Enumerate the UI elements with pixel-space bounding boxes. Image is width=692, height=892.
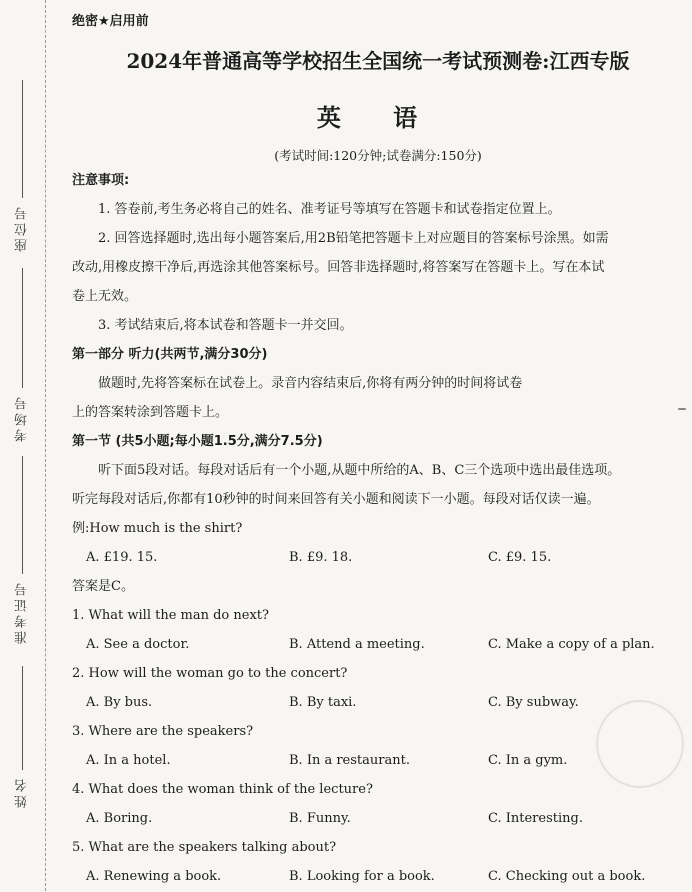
name-field[interactable] (4, 666, 40, 808)
q5-option-c[interactable]: C. Checking out a book. (488, 869, 646, 884)
question-4: 4. What does the woman think of the lecture? (72, 782, 373, 797)
q4-option-b[interactable]: B. Funny. (289, 811, 351, 826)
example-option-c[interactable]: C. £9. 15. (488, 550, 552, 565)
admission-ticket-label: 准考证号 (14, 580, 30, 644)
q2-option-b[interactable]: B. By taxi. (289, 695, 357, 710)
exam-room-blank (22, 268, 23, 388)
notice-item-3: 3. 考试结束后,将本试卷和答题卡一并交回。 (98, 318, 353, 333)
q1-option-b[interactable]: B. Attend a meeting. (289, 637, 425, 652)
q2-option-c[interactable]: C. By subway. (488, 695, 579, 710)
question-4-options (72, 804, 684, 833)
question-5: 5. What are the speakers talking about? (72, 840, 337, 855)
q5-option-b[interactable]: B. Looking for a book. (289, 869, 435, 884)
binding-line (45, 0, 46, 891)
q4-option-a[interactable]: A. Boring. (86, 811, 153, 826)
q2-option-a[interactable]: A. By bus. (86, 695, 153, 710)
example-option-a[interactable]: A. £19. 15. (86, 550, 158, 565)
notice-item-2-line-2: 改动,用橡皮擦干净后,再选涂其他答案标号。回答非选择题时,将答案写在答题卡上。写在本试 (72, 260, 605, 275)
notice-item-1: 1. 答卷前,考生务必将自己的姓名、准考证号等填写在答题卡和试卷指定位置上。 (98, 202, 561, 217)
question-3: 3. Where are the speakers? (72, 724, 254, 739)
notice-title: 注意事项: (72, 173, 130, 188)
section1-instruction-line-1: 听下面5段对话。每段对话后有一个小题,从题中所给的A、B、C三个选项中选出最佳选项。 (98, 463, 621, 478)
part1-instruction-line-1: 做题时,先将答案标在试卷上。录音内容结束后,你将有两分钟的时间将试卷 (98, 376, 523, 391)
exam-title: 2024年普通高等学校招生全国统一考试预测卷:江西专版 (126, 49, 630, 73)
name-label: 姓名 (14, 776, 30, 808)
exam-room-field[interactable] (4, 268, 40, 442)
question-5-options (72, 862, 684, 891)
section1-title: 第一节 (共5小题;每小题1.5分,满分7.5分) (72, 434, 323, 449)
question-1: 1. What will the man do next? (72, 608, 269, 623)
seat-number-field[interactable] (4, 80, 40, 252)
exam-info: (考试时间:120分钟;试卷满分:150分) (274, 148, 482, 163)
part1-instruction-line-2: 上的答案转涂到答题卡上。 (72, 405, 229, 420)
notice-section (72, 166, 684, 891)
part1-title: 第一部分 听力(共两节,满分30分) (72, 347, 268, 362)
exam-room-label: 考场号 (14, 394, 30, 442)
section1-instruction-line-2: 听完每段对话后,你都有10秒钟的时间来回答有关小题和阅读下一小题。每段对话仅读一遍。 (72, 492, 600, 507)
admission-ticket-blank (22, 456, 23, 574)
example-answer: 答案是C。 (72, 579, 134, 594)
seat-number-blank (22, 80, 23, 198)
q3-option-c[interactable]: C. In a gym. (488, 753, 568, 768)
example-question: 例:How much is the shirt? (72, 521, 243, 536)
q4-option-c[interactable]: C. Interesting. (488, 811, 583, 826)
secret-label: 绝密★启用前 (72, 14, 149, 29)
notice-item-2-line-3: 卷上无效。 (72, 289, 138, 304)
q5-option-a[interactable]: A. Renewing a book. (86, 869, 222, 884)
notice-item-2-line-1: 2. 回答选择题时,选出每小题答案后,用2B铅笔把答题卡上对应题目的答案标号涂黑。如需 (98, 231, 609, 246)
example-options (72, 543, 684, 572)
question-2: 2. How will the woman go to the concert? (72, 666, 348, 681)
name-blank (22, 666, 23, 770)
seat-number-label: 座位号 (14, 204, 30, 252)
q3-option-a[interactable]: A. In a hotel. (86, 753, 171, 768)
subject-title: 英 语 (316, 104, 440, 132)
q3-option-b[interactable]: B. In a restaurant. (289, 753, 410, 768)
question-2-options (72, 688, 684, 717)
watermark-stamp (596, 700, 684, 788)
admission-ticket-field[interactable] (4, 456, 40, 644)
question-1-options (72, 630, 684, 659)
scan-speck (678, 408, 686, 410)
q1-option-c[interactable]: C. Make a copy of a plan. (488, 637, 655, 652)
q1-option-a[interactable]: A. See a doctor. (86, 637, 190, 652)
example-option-b[interactable]: B. £9. 18. (289, 550, 353, 565)
question-3-options (72, 746, 684, 775)
